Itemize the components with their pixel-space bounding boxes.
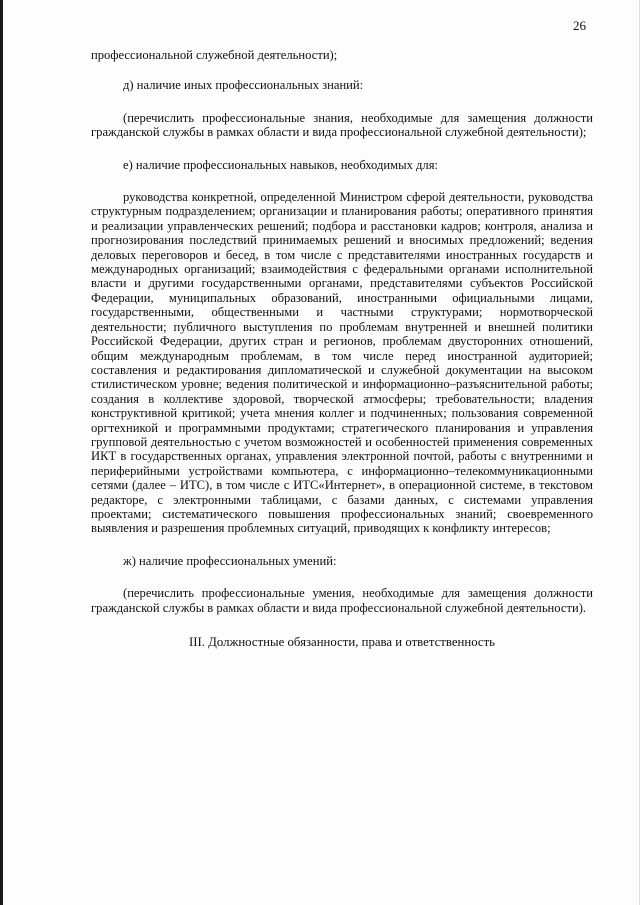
section-heading: III. Должностные обязанности, права и ответственность: [188, 635, 496, 649]
paragraph-continuation: профессиональной служебной деятельности);: [91, 48, 338, 62]
item-d-instruction: (перечислить профессиональные знания, необходимые для замещения должности гражданской службы в рамках области и вида профессиональной служебной деятельности);: [91, 110, 593, 140]
document-body: [91, 48, 593, 649]
item-e-heading: е) наличие профессиональных навыков, необходимых для:: [123, 157, 439, 172]
item-d-heading: д) наличие иных профессиональных знаний:: [123, 78, 364, 93]
page-number: 26: [573, 18, 586, 33]
item-e-skills-list: руководства конкретной, определенной Министром сферой деятельности, руководства структурным подразделением; организации и планирования работы; оперативного принятия и реализации управленческих решений; подбора и расстановки кадров; контроля, анализа и прогнозирования последствий принимаемых решений и вносимых предложений; ведения деловых переговоров и бесед, в том числе с представителями иностранных государств и международных организаций; взаимодействия с федеральными органами исполнительной власти и другими государственными органами, представителями субъектов Российской Федерации, муниципальных образований, иностранными официальными лицами, государственными, общественными и частными структурами; нормотворческой деятельности; публичного выступления по проблемам внутренней и внешней политики Российской Федерации, других стран и регионов, проблемам двусторонних отношений, общим международным проблемам, в том числе перед иностранной аудиторией; составления и редактирования дипломатической и служебной документации на высоком стилистическом уровне; ведения политической и информационно–разъяснительной работы; создания в коллективе здоровой, творческой атмосферы; требовательности; владения конструктивной критикой; учета мнения коллег и подчиненных; пользования современной оргтехникой и программными продуктами; стратегического планирования и управления групповой деятельностью с учетом возможностей и особенностей применения современных ИКТ в государственных органах, управления электронной почтой, работы с внутренними и периферийными устройствами компьютера, с информационно–телекоммуникационными сетями (далее – ИТС), в том числе с ИТС«Интернет», в операционной системе, в текстовом редакторе, с электронными таблицами, с базами данных, с системами управления проектами; систематического повышения профессиональных знаний; своевременного выявления и разрешения проблемных ситуаций, приводящих к конфликту интересов;: [91, 190, 593, 536]
item-zh-heading: ж) наличие профессиональных умений:: [123, 553, 337, 568]
item-zh-instruction: (перечислить профессиональные умения, необходимые для замещения должности гражданской службы в рамках области и вида профессиональной служебной деятельности).: [91, 586, 593, 615]
